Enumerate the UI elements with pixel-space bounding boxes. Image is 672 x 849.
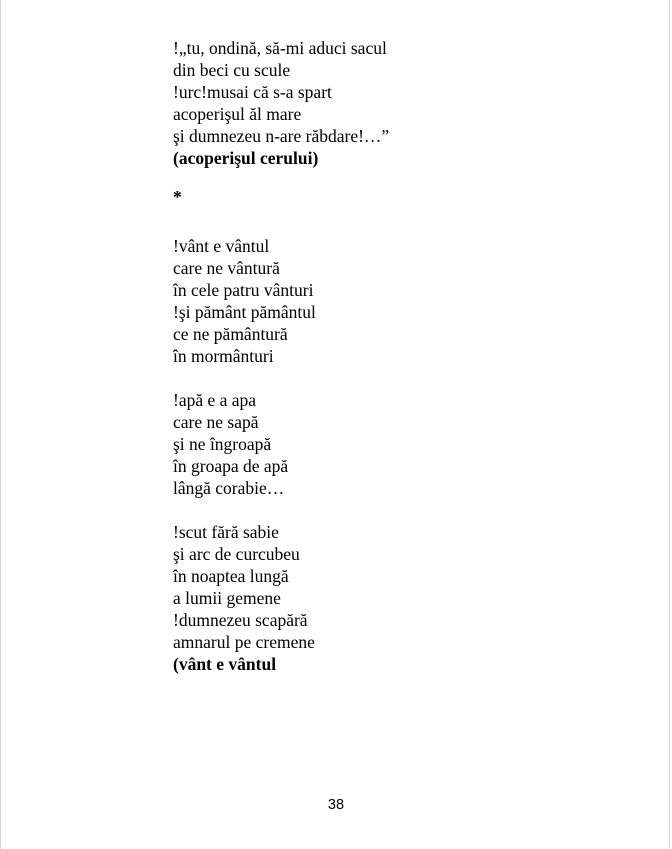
poem-title: (vânt e vântul <box>173 654 277 674</box>
poem-line: !vânt e vântul <box>173 236 270 256</box>
poem-line: în mormânturi <box>173 346 274 366</box>
poem-line: !urc!musai că s-a spart <box>173 82 332 102</box>
stanza-spacer <box>173 208 633 235</box>
poem-line: a lumii gemene <box>173 588 281 608</box>
poem-line: ce ne pământură <box>173 324 288 344</box>
poem-line: în noaptea lungă <box>173 566 289 586</box>
page-number: 38 <box>327 797 345 813</box>
poem-line: !şi pământ pământul <box>173 302 316 322</box>
stanza-3 <box>173 389 633 499</box>
poem-line: !apă e a apa <box>173 390 257 410</box>
poem-line: !scut fără sabie <box>173 522 279 542</box>
stanza-4 <box>173 521 633 675</box>
poem-line: amnarul pe cremene <box>173 632 315 652</box>
poem-title: (acoperişul cerului) <box>173 148 319 168</box>
stanza-spacer <box>173 499 633 521</box>
poem-line: care ne vântură <box>173 258 280 278</box>
poem-line: în cele patru vânturi <box>173 280 314 300</box>
stanza-spacer <box>173 367 633 389</box>
poem-line: acoperişul ăl mare <box>173 104 302 124</box>
poem-line: şi arc de curcubeu <box>173 544 300 564</box>
poem-line: în groapa de apă <box>173 456 289 476</box>
poem-line: şi dumnezeu n-are răbdare!…” <box>173 126 390 146</box>
stanza-2 <box>173 235 633 367</box>
section-separator: * <box>173 187 182 207</box>
poem-line: !„tu, ondină, să-mi aduci sacul <box>173 38 387 58</box>
poem-line: lângă corabie… <box>173 478 285 498</box>
poem-body <box>173 37 633 675</box>
poem-line: care ne sapă <box>173 412 259 432</box>
stanza-1 <box>173 37 633 169</box>
stanza-spacer <box>173 169 633 186</box>
poem-line: din beci cu scule <box>173 60 291 80</box>
poem-line: !dumnezeu scapără <box>173 610 308 630</box>
poem-line: şi ne îngroapă <box>173 434 272 454</box>
